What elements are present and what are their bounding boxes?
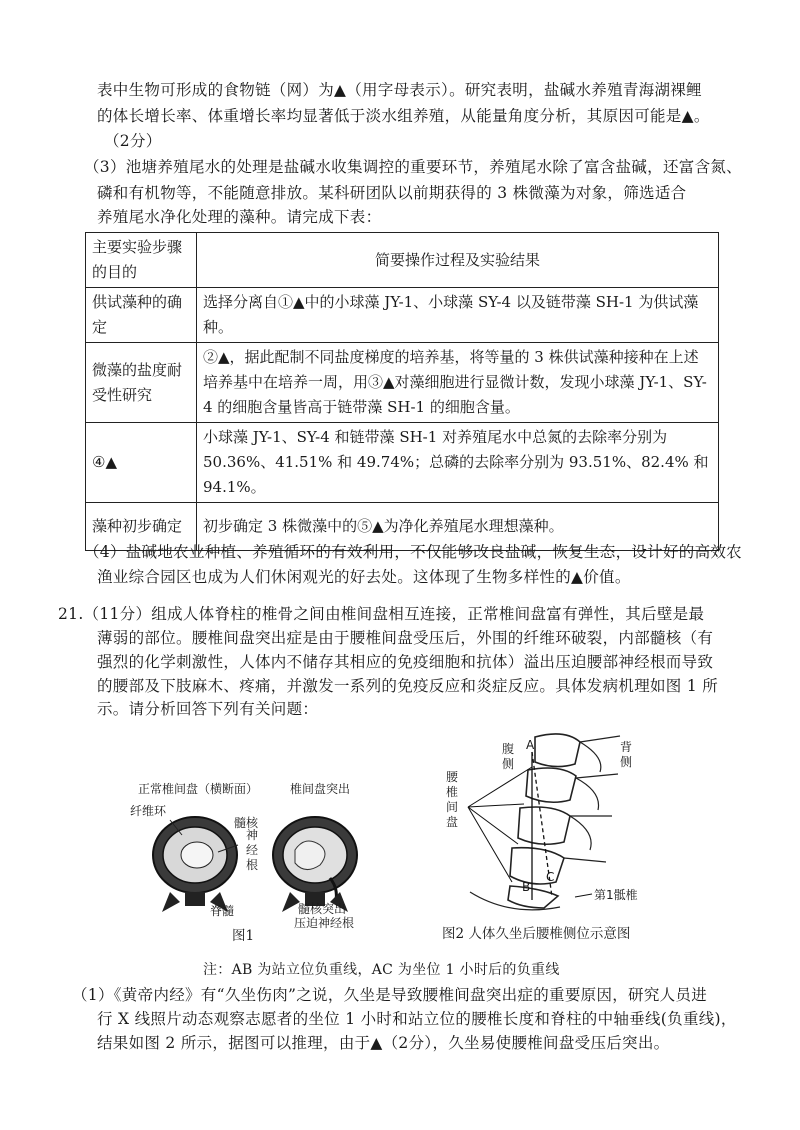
fig1-label-nucleus: 髓核 [234,816,259,830]
q20-3-line3: 养殖尾水净化处理的藻种。请完成下表： [97,208,382,226]
table-cell-content: ②▲，据此配制不同盐度梯度的培养基，将等量的 3 株供试藻种接种在上述培养基中在培养一周，用③▲对藻细胞进行显微计数，发现小球藻 JY-1、SY-4 的细胞含量皆高于链带藻 SH-1 的细胞含量。 [197,343,719,423]
q21-1-line2: 行 X 线照片动态观察志愿者的坐位 1 小时和站立位的腰椎长度和脊柱的中轴垂线(负重线)， [97,1010,737,1028]
fig2-label-B: B [522,880,531,894]
q21-1-line3: 结果如图 2 所示，据图可以推理，由于▲（2分），久坐易使腰椎间盘受压后突出。 [97,1034,670,1052]
fig2-label-sacrum: 第1骶椎 [594,888,638,902]
table-cell-content: 选择分离自①▲中的小球藻 JY-1、小球藻 SY-4 以及链带藻 SH-1 为供试藻种。 [197,288,719,343]
fig1-label-fiber: 纤维环 [130,804,167,818]
q21-line1: 21.（11分）组成人体脊柱的椎骨之间由椎间盘相互连接，正常椎间盘富有弹性，其后壁是最 [58,605,705,623]
table-row [86,343,719,423]
table-header-row [86,233,719,288]
fig2-label-disc: 腰椎间盘 [446,770,459,829]
fig1-label-press1: 髓核突出 [298,902,347,916]
fig1-label-nerve: 神经根 [246,828,259,872]
fig2-caption: 图2 人体久坐后腰椎侧位示意图 [442,926,631,942]
fig1-caption: 图1 [232,928,255,944]
fig2-label-C: C [546,870,555,884]
fig2-label-A: A [526,738,535,752]
fig1-title-normal: 正常椎间盘（横断面） [138,782,259,796]
fig1-title-hernia: 椎间盘突出 [290,782,351,796]
table-cell-step: ④▲ [86,423,197,503]
figure-2 [440,722,660,917]
fig2-label-front: 腹侧 [502,742,515,771]
figure-note: 注：AB 为站立位负重线，AC 为坐位 1 小时后的负重线 [203,962,560,978]
q20-4-line2: 渔业综合园区也成为人们休闲观光的好去处。这体现了生物多样性的▲价值。 [97,568,631,586]
fig1-label-spinal: 脊髓 [210,904,235,918]
table-cell-step: 微藻的盐度耐受性研究 [86,343,197,423]
table-row [86,423,719,503]
experiment-table [85,232,719,551]
figure-1 [130,780,380,950]
table-row [86,288,719,343]
table-header-content: 简要操作过程及实验结果 [197,233,719,288]
q20-cont-line2: 的体长增长率、体重增长率均显著低于淡水组养殖，从能量角度分析，其原因可能是▲。 [97,107,710,125]
table-cell-step: 供试藻种的确定 [86,288,197,343]
table-cell-step: 藻种初步确定 [86,503,197,551]
fig1-label-press2: 压迫神经根 [294,916,355,930]
q20-cont-line3: （2分） [104,132,162,150]
q20-4-line1: （4）盐碱地农业种植、养殖循环的有效利用，不仅能够改良盐碱，恢复生态，设计好的高效农 [84,543,742,561]
q21-line4: 的腰部及下肢麻木、疼痛，并激发一系列的免疫反应和炎症反应。具体发病机理如图 1 所 [97,677,719,695]
table-cell-content: 小球藻 JY-1、SY-4 和链带藻 SH-1 对养殖尾水中总氮的去除率分别为 50.36%、41.51% 和 49.74%；总磷的去除率分别为 93.51%、82.4% 和 94.1%。 [197,423,719,503]
q21-line3: 强烈的化学刺激性，人体内不储存其相应的免疫细胞和抗体）溢出压迫腰部神经根而导致 [97,653,714,671]
q21-line5: 示。请分析回答下列有关问题： [97,700,319,718]
q20-cont-line1: 表中生物可形成的食物链（网）为▲（用字母表示）。研究表明，盐碱水养殖青海湖裸鲤 [97,81,702,99]
q20-3-line2: 磷和有机物等，不能随意排放。某科研团队以前期获得的 3 株微藻为对象，筛选适合 [97,184,687,202]
table-cell-content: 初步确定 3 株微藻中的⑤▲为净化养殖尾水理想藻种。 [197,503,719,551]
table-header-step: 主要实验步骤的目的 [86,233,197,288]
q21-line2: 薄弱的部位。腰椎间盘突出症是由于腰椎间盘受压后，外围的纤维环破裂，内部髓核（有 [97,629,714,647]
fig2-label-back: 背侧 [620,740,633,769]
q21-1-line1: （1）《黄帝内经》有“久坐伤肉”之说，久坐是导致腰椎间盘突出症的重要原因，研究人员进 [72,986,708,1004]
q20-3-line1: （3）池塘养殖尾水的处理是盐碱水收集调控的重要环节，养殖尾水除了富含盐碱，还富含氮、 [84,158,742,176]
